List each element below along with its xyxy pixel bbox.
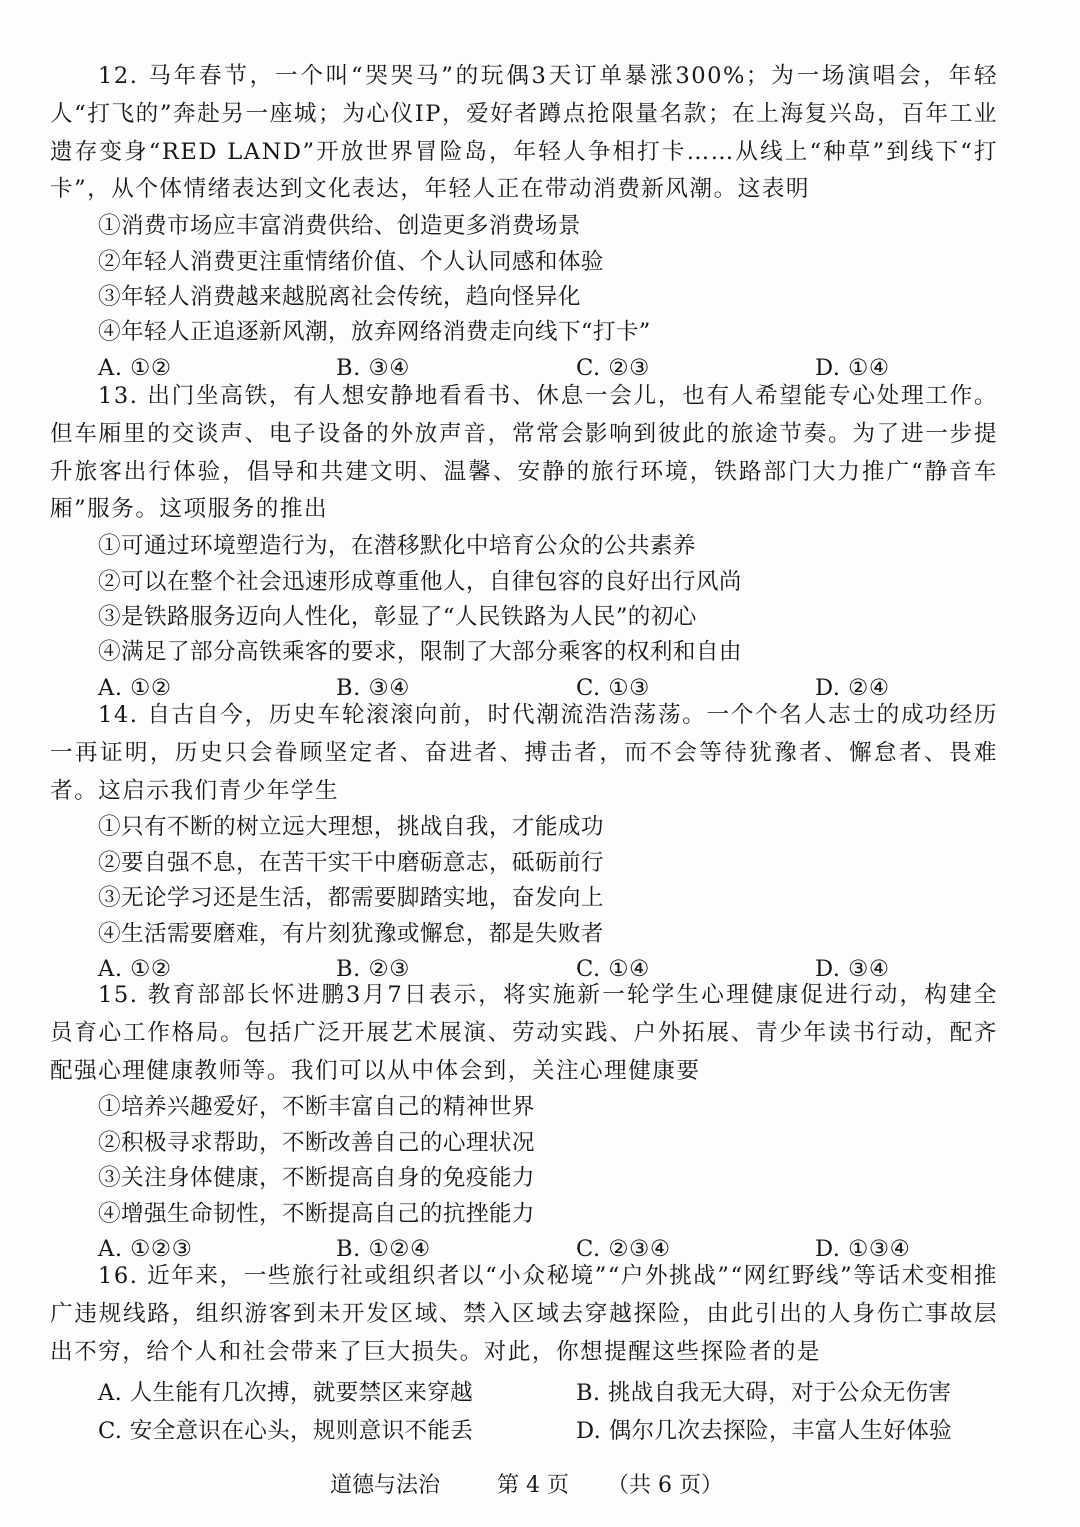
statement-3: ③年轻人消费越来越脱离社会传统，趋向怪异化 (98, 284, 581, 310)
statement-2: ②要自强不息，在苦干实干中磨砺意志，砥砺前行 (98, 849, 604, 876)
choice-c[interactable]: C. ①④ (576, 956, 650, 983)
choice-a[interactable]: A. ①② (98, 956, 172, 983)
choice-a[interactable]: A. 人生能有几次搏，就要禁区来穿越 (98, 1380, 473, 1407)
question-stem: 13. 出门坐高铁，有人想安静地看看书、休息一会儿，也有人希望能专心处理工作。但车厢里的交谈声、电子设备的外放声音，常常会影响到彼此的旅途节奏。为了进一步提升旅客出行体验，倡导和共建文明、温馨、安静的旅行环境，铁路部门大力推广“静音车厢”服务。这项服务的推出 (50, 383, 998, 523)
choice-a[interactable]: A. ①② (98, 354, 172, 381)
question-15 (0, 977, 1080, 1268)
question-12 (0, 58, 1080, 387)
question-13 (0, 378, 1080, 707)
statement-3: ③是铁路服务迈向人性化，彰显了“人民铁路为人民”的初心 (98, 604, 697, 630)
choice-d[interactable]: D. ①④ (815, 354, 890, 381)
statement-4: ④生活需要磨难，有片刻犹豫或懈怠，都是失败者 (98, 920, 604, 947)
statement-4: ④增强生命韧性，不断提高自己的抗挫能力 (98, 1200, 535, 1227)
choice-b[interactable]: B. 挑战自我无大碍，对于公众无伤害 (576, 1380, 952, 1407)
statement-3: ③无论学习还是生活，都需要脚踏实地，奋发向上 (98, 885, 604, 912)
question-stem: 16. 近年来，一些旅行社或组织者以“小众秘境”“户外挑战”“网红野线”等话术变相推广违规线路，组织游客到未开发区域、禁入区域去穿越探险，由此引出的人身伤亡事故层出不穷，给个人和社会带来了巨大损失。对此，你想提醒这些探险者的是 (50, 1263, 998, 1365)
statement-2: ②可以在整个社会迅速形成尊重他人，自律包容的良好出行风尚 (98, 568, 742, 595)
choice-c[interactable]: C. ②③④ (576, 1236, 671, 1263)
statement-1: ①只有不断的树立远大理想，挑战自我，才能成功 (98, 814, 604, 841)
question-14 (0, 697, 1080, 988)
choice-c[interactable]: C. ②③ (576, 354, 650, 381)
question-stem: 15. 教育部部长怀进鹏3月7日表示，将实施新一轮学生心理健康促进行动，构建全员育心工作格局。包括广泛开展艺术展演、劳动实践、户外拓展、青少年读书行动，配齐配强心理健康教师等。我们可以从中体会到，关注心理健康要 (50, 982, 998, 1084)
answer-choices-row-1 (0, 1371, 1080, 1409)
statement-1: ①可通过环境塑造行为，在潜移默化中培育公众的公共素养 (98, 533, 696, 560)
statement-1: ①培养兴趣爱好，不断丰富自己的精神世界 (98, 1094, 535, 1121)
subject-name: 道德与法治 (330, 1473, 441, 1498)
choice-b[interactable]: B. ③④ (336, 674, 410, 701)
statement-4: ④年轻人正追逐新风潮，放弃网络消费走向线下“打卡” (98, 319, 651, 346)
choice-d[interactable]: D. ①③④ (815, 1236, 911, 1263)
statement-2: ②年轻人消费更注重情绪价值、个人认同感和体验 (98, 248, 604, 275)
choice-a[interactable]: A. ①② (98, 674, 172, 701)
question-stem: 12. 马年春节，一个叫“哭哭马”的玩偶3天订单暴涨300%；为一场演唱会，年轻人“打飞的”奔赴另一座城；为心仪IP，爱好者蹲点抢限量名款；在上海复兴岛，百年工业遗存变身“RED LAND”开放世界冒险岛，年轻人争相打卡……从线上“种草”到线下“打卡”，从个体情绪表达到文化表达，年轻人正在带动消费新风潮。这表明 (50, 63, 998, 203)
page-number: 第 4 页 (497, 1473, 569, 1498)
choice-b[interactable]: B. ①②④ (336, 1236, 431, 1263)
question-16 (0, 1258, 1080, 1447)
choice-c[interactable]: C. ①③ (576, 674, 650, 701)
choice-d[interactable]: D. ③④ (815, 956, 890, 983)
choice-b[interactable]: B. ③④ (336, 354, 410, 381)
choice-a[interactable]: A. ①②③ (98, 1236, 193, 1263)
statement-4: ④满足了部分高铁乘客的要求，限制了大部分乘客的权利和自由 (98, 639, 742, 666)
question-stem: 14. 自古自今，历史车轮滚滚向前，时代潮流浩浩荡荡。一个个名人志士的成功经历一再证明，历史只会眷顾坚定者、奋进者、搏击者，而不会等待犹豫者、懈怠者、畏难者。这启示我们青少年学生 (50, 702, 998, 804)
statement-1: ①消费市场应丰富消费供给、创造更多消费场景 (98, 213, 581, 240)
answer-choices-row-2 (0, 1409, 1080, 1447)
choice-b[interactable]: B. ②③ (336, 956, 410, 983)
choice-d[interactable]: D. 偶尔几次去探险，丰富人生好体验 (576, 1418, 952, 1445)
statement-3: ③关注身体健康，不断提高自身的免疫能力 (98, 1165, 535, 1192)
total-pages: （共 6 页） (607, 1473, 723, 1498)
choice-d[interactable]: D. ②④ (815, 674, 890, 701)
statement-2: ②积极寻求帮助，不断改善自己的心理状况 (98, 1129, 535, 1156)
choice-c[interactable]: C. 安全意识在心头，规则意识不能丢 (98, 1418, 474, 1445)
